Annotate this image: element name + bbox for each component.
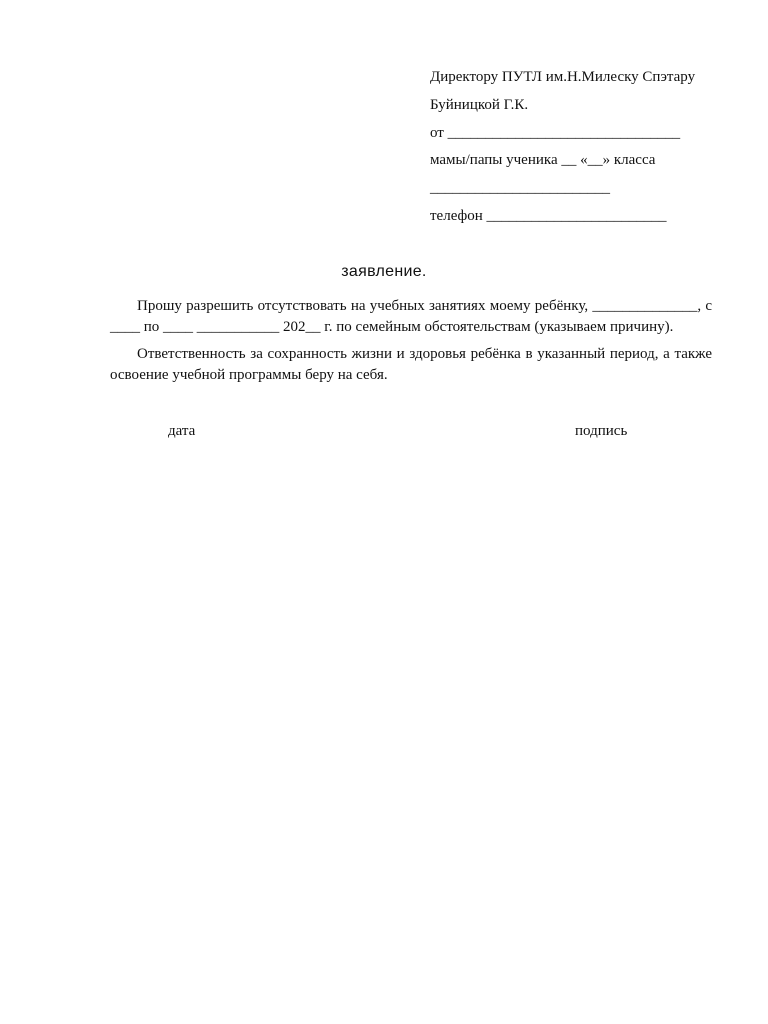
date-label: дата	[168, 423, 196, 439]
addressee-phone-line: телефон ________________________	[430, 207, 667, 224]
addressee-director-line: Директору ПУТЛ им.Н.Милеску Спэтару	[430, 69, 696, 85]
addressee-from-line: от _______________________________	[430, 124, 681, 141]
addressee-blank-line: ________________________	[430, 180, 610, 197]
request-paragraph: Прошу разрешить отсутствовать на учебных занятиях моему ребёнку, ______________, с ____ по ____ ___________ 202__ г. по семейным обстоятельствам (указываем причину).	[110, 298, 712, 335]
addressee-parent-line: мамы/папы ученика __ «__» класса	[430, 152, 656, 169]
addressee-name-line: Буйницкой Г.К.	[430, 96, 529, 113]
document-title: заявление.	[341, 263, 427, 280]
signature-row	[0, 423, 768, 445]
signature-label: подпись	[575, 423, 628, 439]
addressee-block	[430, 66, 750, 233]
responsibility-paragraph: Ответственность за сохранность жизни и здоровья ребёнка в указанный период, а также освоение учебной программы беру на себя.	[110, 346, 712, 383]
